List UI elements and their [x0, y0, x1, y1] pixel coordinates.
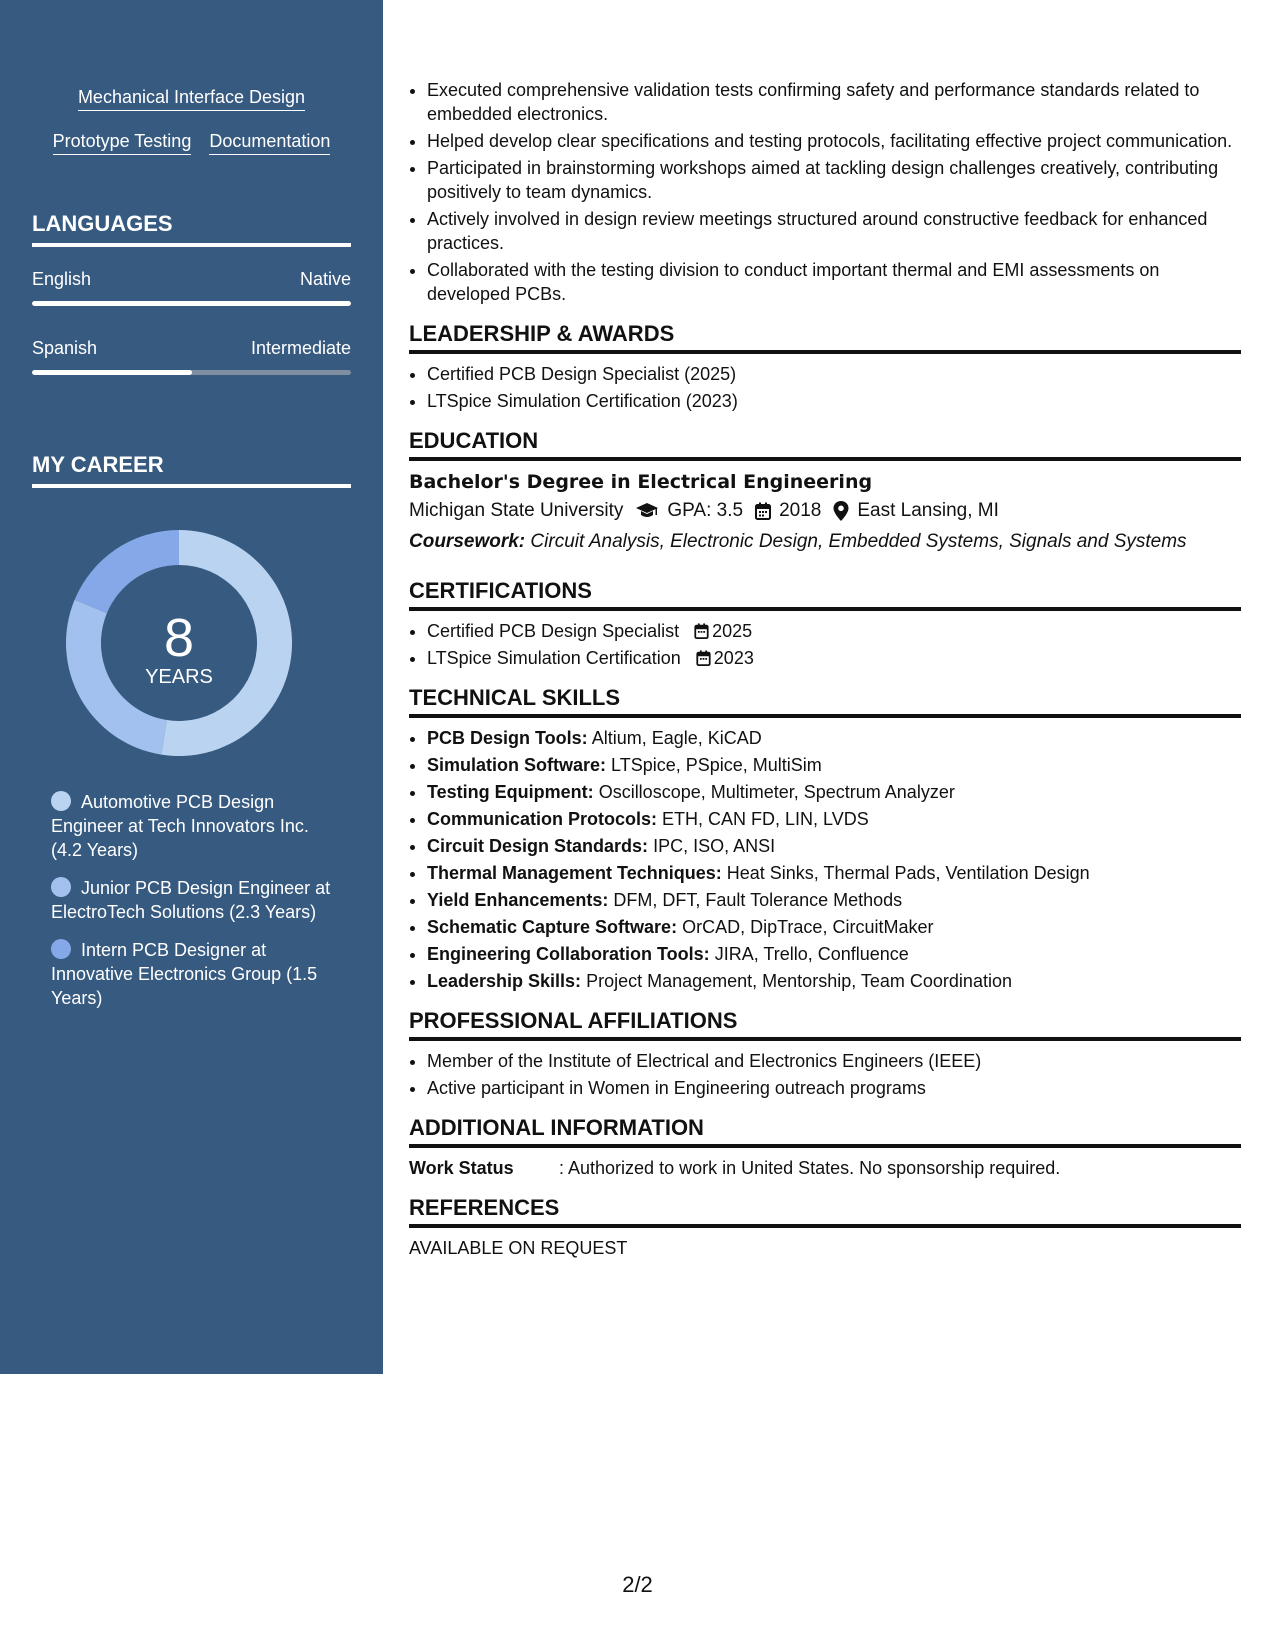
calendar-icon	[694, 623, 709, 639]
experience-bullet: • Participated in brainstorming workshops aimed at tackling design challenges creatively, contributing positively to team dynamics.	[427, 156, 1241, 204]
additional-info-heading: ADDITIONAL INFORMATION	[409, 1114, 1241, 1148]
career-legend-dot	[51, 939, 71, 959]
certification-item	[427, 619, 1241, 643]
coursework	[409, 527, 1241, 557]
skill-value: Heat Sinks, Thermal Pads, Ventilation Design	[726, 863, 1090, 883]
language-english	[32, 268, 351, 306]
skill-label: Circuit Design Standards:	[427, 836, 649, 856]
skill-label: Thermal Management Techniques:	[427, 863, 722, 883]
career-list	[51, 790, 341, 1024]
skill-value: LTSpice, PSpice, MultiSim	[611, 755, 822, 775]
school-location: East Lansing, MI	[857, 500, 999, 521]
certification-name: Certified PCB Design Specialist	[427, 621, 680, 641]
leadership-item: • LTSpice Simulation Certification (2023)	[427, 389, 1241, 413]
page-number: 2/2	[622, 1572, 653, 1597]
skill-label: Communication Protocols:	[427, 809, 658, 829]
leadership-item: • Certified PCB Design Specialist (2025)	[427, 362, 1241, 386]
skill-item	[427, 726, 1241, 750]
language-bar-fill	[32, 301, 351, 306]
career-heading: MY CAREER	[32, 452, 351, 488]
skill-label: Leadership Skills:	[427, 971, 582, 991]
references-heading: REFERENCES	[409, 1194, 1241, 1228]
skill-item	[427, 753, 1241, 777]
experience-bullet: • Collaborated with the testing division to conduct important thermal and EMI assessments on developed PCBs.	[427, 258, 1241, 306]
sidebar	[0, 0, 383, 1374]
graduation-year: 2018	[779, 500, 822, 521]
certification-name: LTSpice Simulation Certification	[427, 648, 681, 668]
career-item	[51, 938, 341, 1010]
language-bar	[32, 301, 351, 306]
coursework-list: Circuit Analysis, Electronic Design, Embedded Systems, Signals and Systems	[530, 531, 1187, 552]
skill-value: JIRA, Trello, Confluence	[714, 944, 909, 964]
career-total-value: 8	[163, 608, 195, 668]
affiliation-item: • Active participant in Women in Engineering outreach programs	[427, 1076, 1241, 1100]
affiliations-list	[409, 1049, 1241, 1100]
skill-value: Project Management, Mentorship, Team Coordination	[586, 971, 1012, 991]
skill-value: Oscilloscope, Multimeter, Spectrum Analyzer	[598, 782, 955, 802]
language-level: Native	[299, 269, 351, 289]
skill-label: Yield Enhancements:	[427, 890, 609, 910]
skill-item	[427, 780, 1241, 804]
career-item	[51, 790, 341, 862]
language-name: English	[32, 269, 92, 289]
skill-value: IPC, ISO, ANSI	[653, 836, 776, 856]
certification-year: 2025	[712, 621, 753, 641]
main-content	[409, 78, 1241, 1260]
language-spanish	[32, 337, 351, 375]
calendar-icon	[696, 650, 711, 666]
certifications-heading: CERTIFICATIONS	[409, 577, 1241, 611]
skill-tags	[0, 86, 383, 174]
certification-item	[427, 646, 1241, 670]
skill-label: Simulation Software:	[427, 755, 607, 775]
skill-item	[427, 969, 1241, 993]
skill-item	[427, 942, 1241, 966]
career-donut-chart	[66, 530, 292, 756]
skill-tag: Mechanical Interface Design	[78, 86, 305, 111]
experience-bullet: • Actively involved in design review meetings structured around constructive feedback for enhanced practices.	[427, 207, 1241, 255]
work-status-row	[409, 1156, 1241, 1180]
experience-bullet: • Executed comprehensive validation tests confirming safety and performance standards related to embedded electronics.	[427, 78, 1241, 126]
affiliations-heading: PROFESSIONAL AFFILIATIONS	[409, 1007, 1241, 1041]
skill-item	[427, 834, 1241, 858]
language-level: Intermediate	[250, 338, 351, 358]
career-legend-dot	[51, 877, 71, 897]
skill-value: Altium, Eagle, KiCAD	[591, 728, 762, 748]
references-text: AVAILABLE ON REQUEST	[409, 1238, 628, 1258]
certifications-list	[409, 619, 1241, 670]
career-legend-dot	[51, 791, 71, 811]
languages-heading: LANGUAGES	[32, 211, 351, 247]
calendar-icon	[755, 502, 771, 520]
affiliation-item: • Member of the Institute of Electrical and Electronics Engineers (IEEE)	[427, 1049, 1241, 1073]
education-heading: EDUCATION	[409, 427, 1241, 461]
education-details	[409, 495, 1241, 527]
leadership-list	[409, 362, 1241, 413]
language-bar	[32, 370, 351, 375]
skill-label: Testing Equipment:	[427, 782, 594, 802]
skill-label: PCB Design Tools:	[427, 728, 588, 748]
degree-title: Bachelor's Degree in Electrical Engineering	[409, 471, 873, 493]
experience-bullet: • Helped develop clear specifications and testing protocols, facilitating effective project communication.	[427, 129, 1241, 153]
graduation-cap-icon	[635, 502, 659, 520]
skill-label: Schematic Capture Software:	[427, 917, 678, 937]
skill-tag: Documentation	[209, 130, 330, 155]
career-item-text: Junior PCB Design Engineer at ElectroTech Solutions (2.3 Years)	[51, 878, 331, 922]
career-item-text: Automotive PCB Design Engineer at Tech Innovators Inc. (4.2 Years)	[51, 792, 309, 860]
technical-skills-heading: TECHNICAL SKILLS	[409, 684, 1241, 718]
certification-year: 2023	[713, 648, 754, 668]
skill-item	[427, 888, 1241, 912]
leadership-heading: LEADERSHIP & AWARDS	[409, 320, 1241, 354]
language-bar-fill	[32, 370, 192, 375]
career-donut-segment-3	[75, 530, 179, 613]
skill-value: DFM, DFT, Fault Tolerance Methods	[613, 890, 903, 910]
career-item	[51, 876, 341, 924]
skill-tag: Prototype Testing	[53, 130, 192, 155]
technical-skills-list	[409, 726, 1241, 993]
coursework-label: Coursework:	[409, 531, 526, 552]
work-status-label: Work Status	[409, 1158, 514, 1178]
skill-item	[427, 915, 1241, 939]
language-name: Spanish	[32, 338, 98, 358]
career-total-unit: YEARS	[145, 666, 213, 688]
skill-item	[427, 807, 1241, 831]
experience-bullets	[409, 78, 1241, 306]
skill-value: ETH, CAN FD, LIN, LVDS	[662, 809, 869, 829]
skill-value: OrCAD, DipTrace, CircuitMaker	[682, 917, 934, 937]
gpa: GPA: 3.5	[667, 500, 744, 521]
work-status-value: : Authorized to work in United States. No sponsorship required.	[559, 1158, 1061, 1178]
school-name: Michigan State University	[409, 500, 624, 521]
location-pin-icon	[833, 501, 849, 521]
skill-label: Engineering Collaboration Tools:	[427, 944, 710, 964]
skill-item	[427, 861, 1241, 885]
career-item-text: Intern PCB Designer at Innovative Electronics Group (1.5 Years)	[51, 940, 318, 1008]
